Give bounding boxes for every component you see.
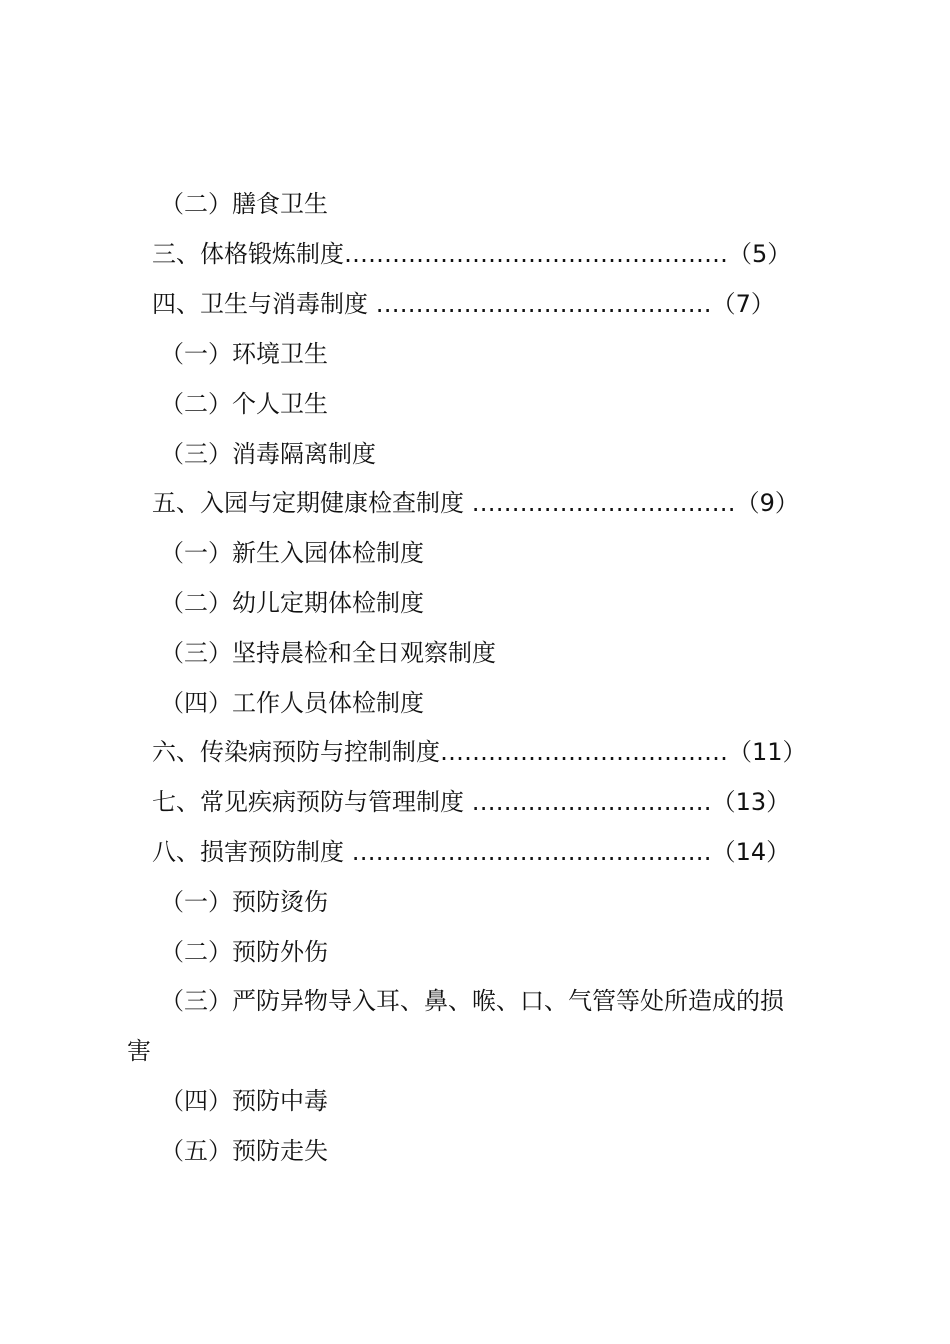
toc-entry-label: （三）坚持晨检和全日观察制度 [160, 639, 496, 667]
toc-leader-dots: …………………………… [471, 489, 736, 517]
toc-entry [152, 238, 791, 270]
toc-leader-dots: ……………………………… [440, 738, 728, 766]
toc-entry-continuation [127, 1035, 151, 1067]
toc-entry-label: 三、体格锻炼制度 [152, 240, 344, 268]
toc-entry-label: （二）幼儿定期体检制度 [160, 589, 424, 617]
toc-entry [160, 637, 496, 669]
toc-page-number: （7） [711, 290, 775, 318]
toc-entry-label: （一）新生入园体检制度 [160, 539, 424, 567]
toc-entry [160, 1135, 328, 1167]
toc-entry-label: 害 [127, 1037, 151, 1065]
toc-entry-label: （二）个人卫生 [160, 390, 328, 418]
toc-page-number: （13） [711, 788, 791, 816]
toc-entry-label: （五）预防走失 [160, 1137, 328, 1165]
toc-entry [160, 936, 328, 968]
toc-entry-label: （三）严防异物导入耳、鼻、喉、口、气管等处所造成的损 [160, 987, 784, 1015]
toc-entry [152, 288, 775, 320]
toc-entry [160, 338, 328, 370]
toc-leader-dots: ………………………… [471, 788, 712, 816]
toc-entry [160, 587, 424, 619]
toc-entry-label: （四）工作人员体检制度 [160, 689, 424, 717]
toc-leader-dots: …………………………………… [375, 290, 712, 318]
toc-entry [160, 1085, 328, 1117]
toc-entry [160, 687, 424, 719]
toc-entry [160, 537, 424, 569]
toc-entry [152, 487, 799, 519]
toc-entry [160, 438, 376, 470]
toc-entry-label: （四）预防中毒 [160, 1087, 328, 1115]
toc-entry-label: 六、传染病预防与控制制度 [152, 738, 440, 766]
toc-entry [160, 886, 328, 918]
toc-leader-dots: ……………………………………… [351, 838, 712, 866]
toc-entry-label: 五、入园与定期健康检查制度 [152, 489, 472, 517]
toc-entry [152, 786, 790, 818]
toc-entry [160, 985, 784, 1017]
toc-page-number: （5） [728, 240, 792, 268]
toc-entry-label: （二）预防外伤 [160, 938, 328, 966]
toc-page-number: （9） [735, 489, 799, 517]
toc-entry [152, 736, 807, 768]
toc-entry-label: （一）预防烫伤 [160, 888, 328, 916]
toc-entry-label: 八、损害预防制度 [152, 838, 352, 866]
toc-entry [160, 188, 328, 220]
toc-page-number: （11） [728, 738, 807, 766]
toc-entry-label: （三）消毒隔离制度 [160, 440, 376, 468]
toc-entry [152, 836, 790, 868]
toc-entry-label: （一）环境卫生 [160, 340, 328, 368]
toc-entry-label: 七、常见疾病预防与管理制度 [152, 788, 472, 816]
toc-entry [160, 388, 328, 420]
toc-leader-dots: ………………………………………… [344, 240, 728, 268]
toc-entry-label: （二）膳食卫生 [160, 190, 328, 218]
toc-page-number: （14） [711, 838, 791, 866]
toc-entry-label: 四、卫生与消毒制度 [152, 290, 376, 318]
